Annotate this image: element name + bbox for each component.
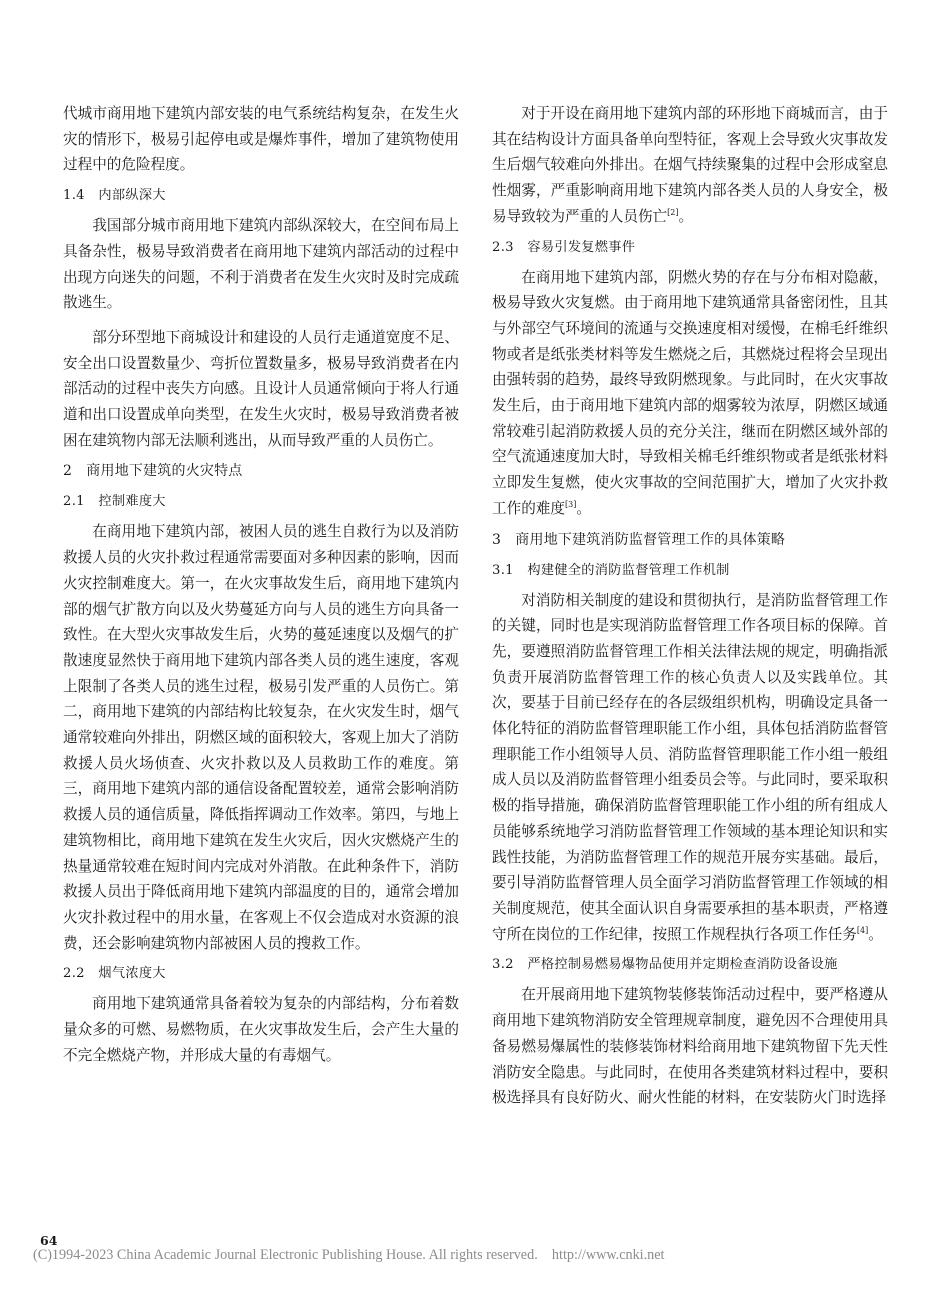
punct: 。 — [678, 207, 694, 225]
paragraph-2-3 — [492, 265, 888, 522]
citation-4: [4] — [856, 925, 869, 935]
paragraph-continuation: 代城市商用地下建筑内部安装的电气系统结构复杂，在发生火灾的情形下，极易引起停电或是爆炸事件，增加了建筑物使用过程中的危险程度。 — [63, 105, 459, 174]
paragraph-2-3-text: 在商用地下建筑内部，阴燃火势的存在与分布相对隐蔽，极易导致火灾复燃。由于商用地下建筑通常具备密闭性，且其与外部空气环境间的流通与交换速度相对缓慢，在棉毛纤维织物或者是纸张类材料等发生燃烧之后，其燃烧过程将会呈现出由强转弱的趋势，最终导致阴燃现象。与此同时，在火灾事故发生后，由于商用地下建筑内部的烟雾较为浓厚，阴燃区域通常较难引起消防救援人员的充分关注，继而在阴燃区域外部的空气流通速度加大时，导致相关棉毛纤维织物或者是纸张材料立即发生复燃，使火灾事故的空间范围扩大，增加了火灾扑救工作的难度 — [492, 268, 888, 517]
citation-2: [2] — [667, 207, 679, 217]
paragraph-1-4-a: 我国部分城市商用地下建筑内部纵深较大，在空间布局上具备杂性，极易导致消费者在商用地下建筑内部活动的过程中出现方向迷失的问题，不利于消费者在发生火灾时及时完成疏散逃生。 — [63, 217, 459, 312]
punct: 。 — [868, 925, 883, 943]
paragraph-2-2-b — [492, 101, 888, 230]
paragraph-2-1: 在商用地下建筑内部，被困人员的逃生自救行为以及消防救援人员的火灾扑救过程通常需要面对多种因素的影响，因而火灾控制难度大。第一，在火灾事故发生后，商用地下建筑内部的烟气扩散方向以及火势蔓延方向与人员的逃生方向具备一致性。在大型火灾事故发生后，火势的蔓延速度以及烟气的扩散速度显然快于商用地下建筑内部各类人员的逃生速度，客观上限制了各类人员的逃生过程，极易引发严重的人员伤亡。第二，商用地下建筑的内部结构比较复杂，在火灾发生时，烟气通常较难向外排出，阴燃区域的面积较大，客观上加大了消防救援人员火场侦查、火灾扑救以及人员救助工作的难度。第三，商用地下建筑内部的通信设备配置较差，通常会影响消防救援人员的通信质量，降低指挥调动工作效率。第四，与地上建筑物相比，商用地下建筑在发生火灾后，因火灾燃烧产生的热量通常较难在短时间内完成对外消散。在此种条件下，消防救援人员出于降低商用地下建筑内部温度的目的，通常会增加火灾扑救过程中的用水量，在客观上不仅会造成对水资源的浪费，还会影响建筑物内部被困人员的搜救工作。 — [63, 523, 459, 952]
paragraph-2-2-b-text: 对于开设在商用地下建筑内部的环形地下商城而言，由于其在结构设计方面具备单向型特征，客观上会导致火灾事故发生后烟气较难向外排出。在烟气持续聚集的过程中会形成窒息性烟雾，严重影响商用地下建筑内部各类人员的人身安全，极易导致较为严重的人员伤亡 — [492, 105, 888, 225]
paragraph-3-1-text: 对消防相关制度的建设和贯彻执行，是消防监督管理工作的关键，同时也是实现消防监督管理工作各项目标的保障。首先，要遵照消防监督管理工作相关法律法规的规定，明确指派负责开展消防监督管理工作的核心负责人以及实践单位。其次，要基于目前已经存在的各层级组织机构，明确设定具备一体化特征的消防监督管理职能工作小组，具体包括消防监督管理职能工作小组领导人员、消防监督管理职能工作小组一般组成人员以及消防监督管理小组委员会等。与此同时，要采取积极的指导措施，确保消防监督管理职能工作小组的所有组成人员能够系统地学习消防监督管理工作领域的基本理论知识和实践性技能，为消防监督管理工作的规范开展夯实基础。最后，要引导消防监督管理人员全面学习消防监督管理工作领域的相关制度规范，使其全面认识自身需要承担的基本职责，严格遵守所在岗位的工作纪律，按照工作规程执行各项工作任务 — [492, 591, 888, 943]
heading-2-3: 2.3 容易引发复燃事件 — [492, 239, 636, 255]
paragraph-1-4-b: 部分环型地下商城设计和建设的人员行走通道宽度不足、安全出口设置数量少、弯折位置数量多，极易导致消费者在内部活动的过程中丧失方向感。且设计人员通常倾向于将人行通道和出口设置成单向类型，在发生火灾时，极易导致消费者被困在建筑物内部无法顺利逃出，从而导致严重的人员伤亡。 — [63, 328, 459, 449]
heading-2-2: 2.2 烟气浓度大 — [63, 966, 166, 982]
paragraph-3-1 — [492, 588, 888, 948]
heading-2-1: 2.1 控制难度大 — [63, 494, 166, 510]
paragraph-2-2: 商用地下建筑通常具备着较为复杂的内部结构，分布着数量众多的可燃、易燃物质，在火灾事故发生后，会产生大量的不完全燃烧产物，并形成大量的有毒烟气。 — [63, 995, 459, 1064]
heading-1-4: 1.4 内部纵深大 — [63, 188, 166, 204]
paragraph-3-2: 在开展商用地下建筑物装修装饰活动过程中，要严格遵从商用地下建筑物消防安全管理规章制度，避免因不合理使用具备易燃易爆属性的装修装饰材料给商用地下建筑物留下先天性消防安全隐患。与此同时，在使用各类建筑材料过程中，要积极选择具有良好防火、耐火性能的材料，在安装防火门时选择 — [492, 986, 888, 1107]
citation-3: [3] — [564, 499, 577, 509]
punct: 。 — [576, 499, 591, 517]
heading-3-1: 3.1 构建健全的消防监督管理工作机制 — [492, 562, 730, 578]
heading-3: 3 商用地下建筑消防监督管理工作的具体策略 — [492, 531, 786, 548]
page-number: 64 — [40, 1233, 58, 1248]
left-column — [63, 101, 459, 1069]
heading-3-2: 3.2 严格控制易燃易爆物品使用并定期检查消防设备设施 — [492, 957, 838, 973]
right-column — [492, 101, 888, 1111]
heading-2: 2 商用地下建筑的火灾特点 — [63, 463, 243, 480]
copyright-watermark: (C)1994-2023 China Academic Journal Electronic Publishing House. All rights reserved. http://www.cnki.net — [33, 1247, 665, 1263]
